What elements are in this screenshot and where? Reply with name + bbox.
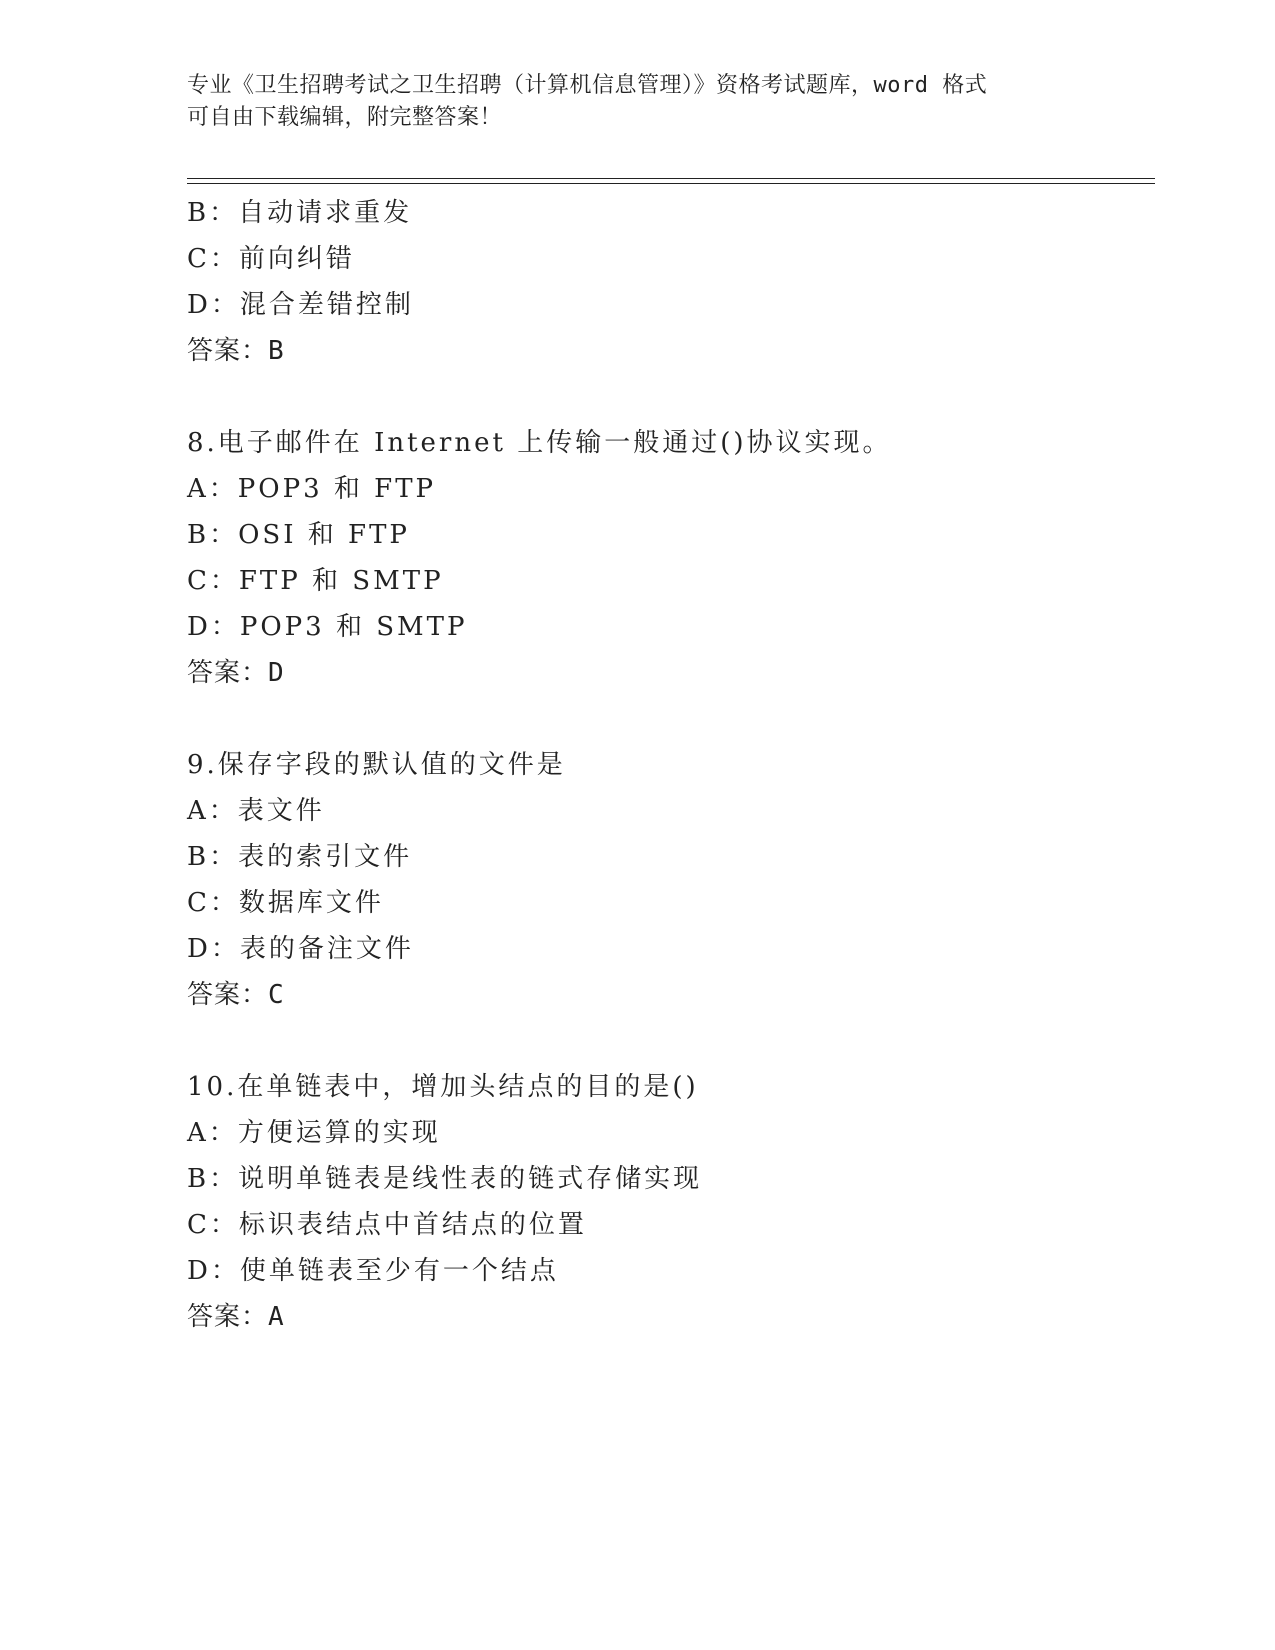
option-c: C：数据库文件 (187, 888, 384, 918)
option-d: D：混合差错控制 (187, 290, 414, 320)
question-block (187, 420, 1147, 696)
option-d: D：使单链表至少有一个结点 (187, 1256, 559, 1286)
option-c: C：前向纠错 (187, 244, 355, 274)
answer-line (187, 1294, 1147, 1340)
spacer (187, 374, 1147, 420)
option-b: B：说明单链表是线性表的链式存储实现 (187, 1164, 703, 1194)
header-divider-bottom (187, 183, 1155, 184)
spacer (187, 1018, 1147, 1064)
header-line-2: 可自由下载编辑，附完整答案！ (187, 105, 503, 130)
answer-label: 答案： (187, 1302, 269, 1332)
question-block (187, 190, 1147, 374)
answer-value: B (268, 336, 285, 366)
answer-value: D (268, 658, 285, 688)
answer-value: C (268, 980, 285, 1010)
option-b: B：自动请求重发 (187, 198, 413, 228)
option-a: A：方便运算的实现 (187, 1118, 441, 1148)
question-block (187, 1064, 1147, 1340)
option-a: A：表文件 (187, 796, 325, 826)
option-a: A：POP3 和 FTP (187, 474, 437, 504)
question-stem: 10.在单链表中，增加头结点的目的是() (187, 1072, 699, 1102)
answer-label: 答案： (187, 980, 269, 1010)
option-d: D：POP3 和 SMTP (187, 612, 468, 642)
option-d: D：表的备注文件 (187, 934, 414, 964)
question-block (187, 742, 1147, 1018)
answer-label: 答案： (187, 658, 269, 688)
option-b: B：OSI 和 FTP (187, 520, 410, 550)
question-stem: 8.电子邮件在 Internet 上传输一般通过()协议实现。 (187, 428, 892, 458)
header-divider-top (187, 178, 1155, 179)
answer-line (187, 972, 1147, 1018)
question-list (187, 190, 1147, 1340)
question-stem: 9.保存字段的默认值的文件是 (187, 750, 566, 780)
answer-label: 答案： (187, 336, 269, 366)
answer-line (187, 328, 1147, 374)
answer-value: A (268, 1302, 285, 1332)
answer-line (187, 650, 1147, 696)
option-b: B：表的索引文件 (187, 842, 413, 872)
option-c: C：标识表结点中首结点的位置 (187, 1210, 587, 1240)
option-c: C：FTP 和 SMTP (187, 566, 444, 596)
header-line-1: 专业《卫生招聘考试之卫生招聘（计算机信息管理）》资格考试题库，word 格式 (187, 73, 988, 98)
spacer (187, 696, 1147, 742)
document-header (187, 70, 1067, 134)
